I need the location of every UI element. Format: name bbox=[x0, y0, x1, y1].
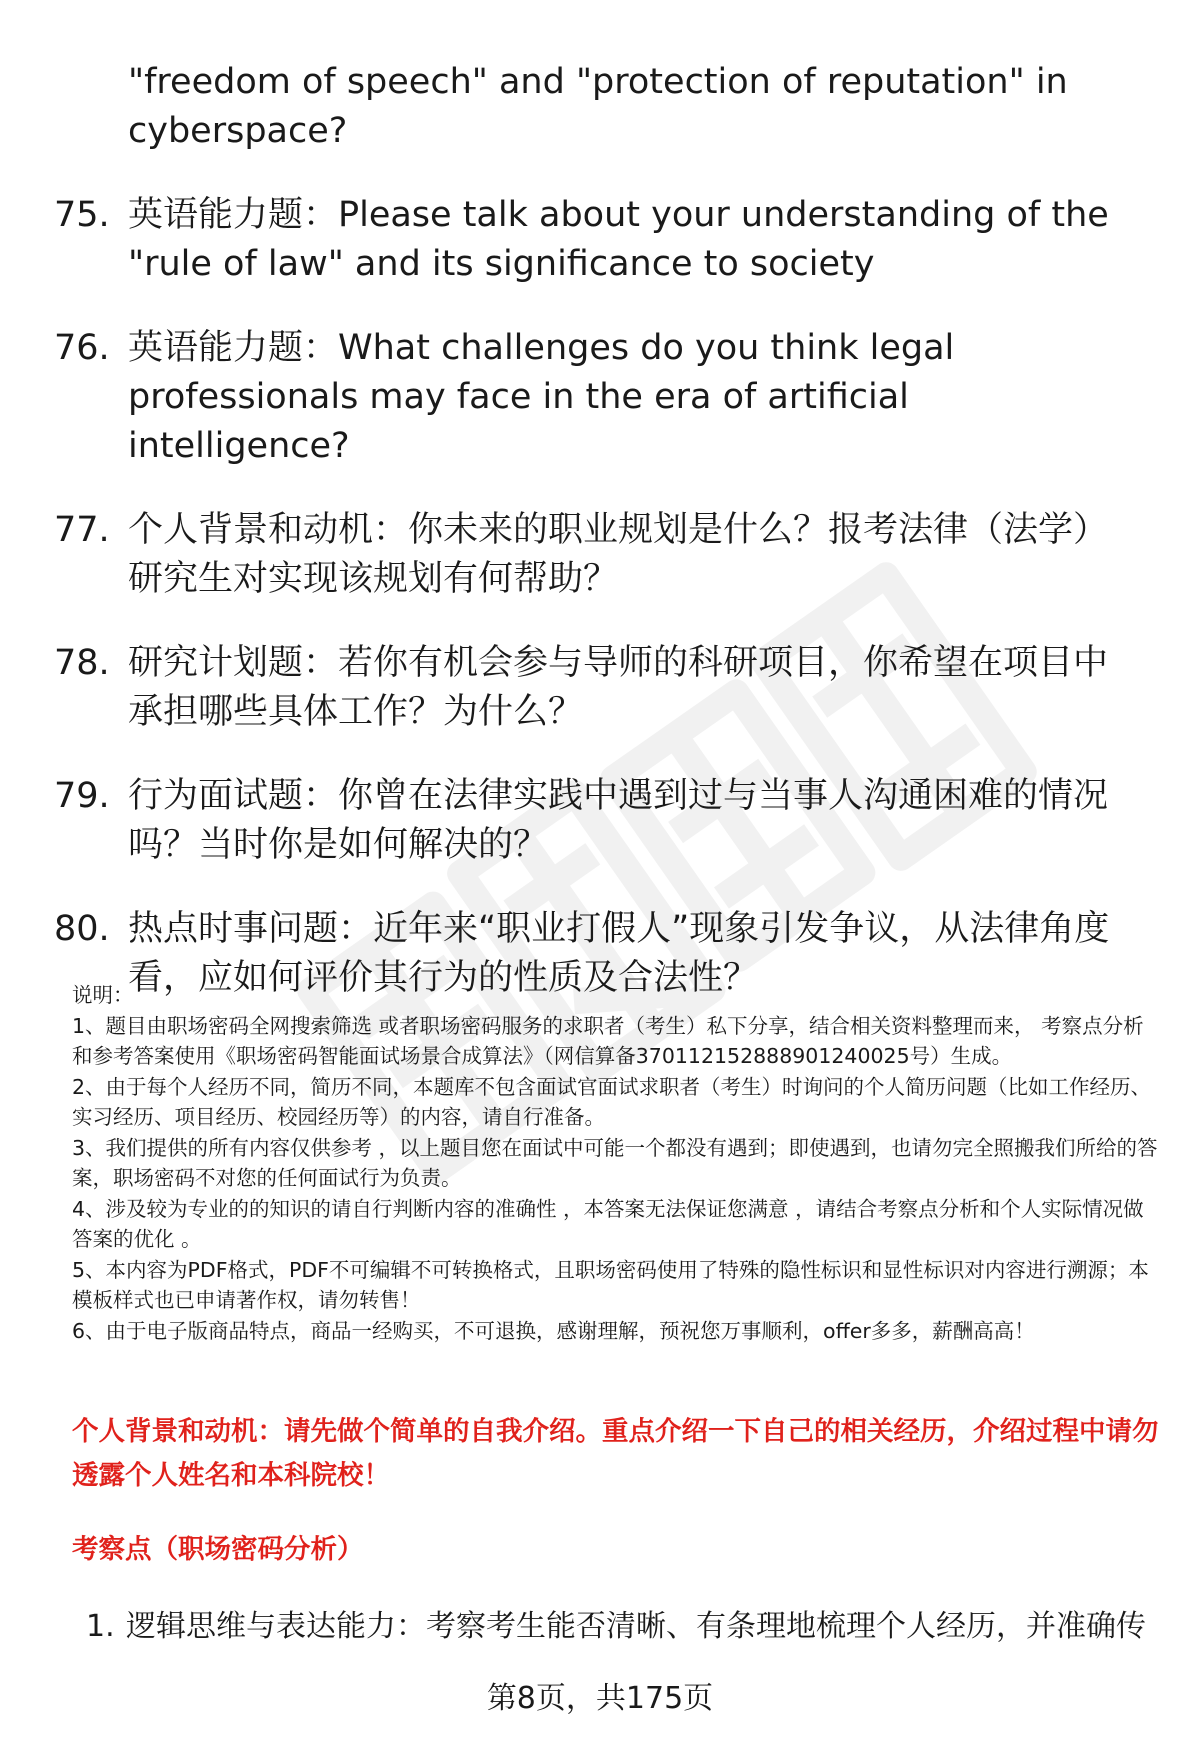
question-text: 英语能力题：What challenges do you think legal professionals may face in the era of artificial intelligence? bbox=[128, 328, 955, 466]
question-item bbox=[0, 639, 1200, 737]
question-text: 热点时事问题：近年来“职业打假人”现象引发争议，从法律角度看，应如何评价其行为的性质及合法性？ bbox=[128, 909, 1110, 998]
question-item bbox=[0, 772, 1200, 870]
analysis-item-number: 1. bbox=[86, 1609, 115, 1644]
analysis-title: 考察点（职场密码分析） bbox=[72, 1534, 364, 1565]
note-item: 2、由于每个人经历不同，简历不同，本题库不包含面试官面试求职者（考生）时询问的个人简历问题（比如工作经历、实习经历、项目经历、校园经历等）的内容，请自行准备。 bbox=[72, 1074, 1152, 1129]
question-item bbox=[0, 58, 1200, 156]
question-number: 75. bbox=[54, 195, 110, 235]
question-number: 76. bbox=[54, 328, 110, 368]
question-number: 79. bbox=[54, 776, 110, 816]
analysis-item bbox=[86, 1605, 1166, 1649]
question-text: 英语能力题：Please talk about your understanding of the "rule of law" and its significance to society bbox=[128, 195, 1109, 284]
question-number: 78. bbox=[54, 643, 110, 683]
notes-section bbox=[72, 980, 1162, 1346]
note-item: 5、本内容为PDF格式，PDF不可编辑不可转换格式，且职场密码使用了特殊的隐性标识和显性标识对内容进行溯源；本模板样式也已申请著作权，请勿转售！ bbox=[72, 1257, 1149, 1312]
question-item bbox=[0, 324, 1200, 471]
notes-title: 说明： bbox=[72, 983, 134, 1007]
question-text: 行为面试题：你曾在法律实践中遇到过与当事人沟通困难的情况吗？当时你是如何解决的？ bbox=[128, 776, 1109, 865]
note-item: 3、我们提供的所有内容仅供参考 ，以上题目您在面试中可能一个都没有遇到；即使遇到，也请勿完全照搬我们所给的答案，职场密码不对您的任何面试行为负责。 bbox=[72, 1135, 1158, 1190]
note-item: 6、由于电子版商品特点，商品一经购买，不可退换，感谢理解，预祝您万事顺利，offer多多，薪酬高高！ bbox=[72, 1318, 1035, 1343]
note-item: 4、涉及较为专业的的知识的请自行判断内容的准确性 ，本答案无法保证您满意 ，请结合考察点分析和个人实际情况做答案的优化 。 bbox=[72, 1196, 1144, 1251]
highlight-question: 个人背景和动机：请先做个简单的自我介绍。重点介绍一下自己的相关经历，介绍过程中请勿透露个人姓名和本科院校！ bbox=[72, 1416, 1159, 1491]
page-footer: 第8页，共175页 bbox=[486, 1681, 714, 1716]
question-item bbox=[0, 191, 1200, 289]
question-list bbox=[0, 58, 1200, 1038]
question-number: 80. bbox=[54, 909, 110, 949]
question-text: 个人背景和动机：你未来的职业规划是什么？报考法律（法学）研究生对实现该规划有何帮助？ bbox=[128, 510, 1109, 599]
question-item bbox=[0, 506, 1200, 604]
question-text: "freedom of speech" and "protection of reputation" in cyberspace? bbox=[128, 62, 1068, 151]
question-number: 77. bbox=[54, 510, 110, 550]
note-item: 1、题目由职场密码全网搜索筛选 或者职场密码服务的求职者（考生）私下分享，结合相关资料整理而来， 考察点分析和参考答案使用《职场密码智能面试场景合成算法》（网信算备370112152888901240025号）生成。 bbox=[72, 1013, 1144, 1068]
analysis-item-text: 逻辑思维与表达能力：考察考生能否清晰、有条理地梳理个人经历，并准确传 bbox=[126, 1609, 1146, 1644]
question-text: 研究计划题：若你有机会参与导师的科研项目，你希望在项目中承担哪些具体工作？为什么？ bbox=[128, 643, 1109, 732]
